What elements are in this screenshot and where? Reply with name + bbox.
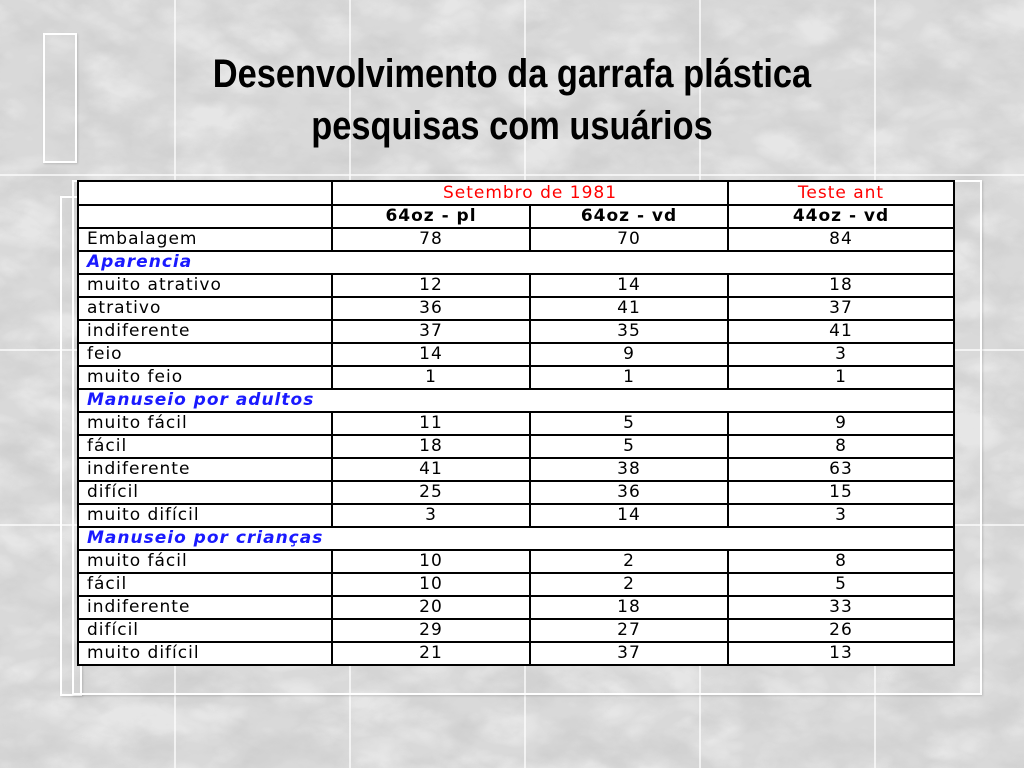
table-row — [78, 297, 954, 320]
cell-value: 37 — [728, 297, 954, 320]
cell-value: 2 — [530, 573, 728, 596]
table-row — [78, 320, 954, 343]
cell-value: 20 — [332, 596, 530, 619]
cell-value: 3 — [728, 504, 954, 527]
results-table — [77, 180, 955, 666]
cell-value: 35 — [530, 320, 728, 343]
cell-value: 1 — [728, 366, 954, 389]
cell-value: 2 — [530, 550, 728, 573]
section-title: Aparencia — [78, 251, 954, 274]
slide-title — [72, 48, 953, 152]
row-label: indiferente — [78, 320, 332, 343]
group-header-teste: Teste ant — [728, 181, 954, 205]
row-label: muito difícil — [78, 642, 332, 665]
table-row — [78, 550, 954, 573]
cell-value: 18 — [530, 596, 728, 619]
section-header-aparencia — [78, 251, 954, 274]
cell-value: 10 — [332, 573, 530, 596]
cell-value: 13 — [728, 642, 954, 665]
cell-value: 3 — [728, 343, 954, 366]
section-title: Manuseio por crianças — [78, 527, 954, 550]
column-header: 64oz - vd — [530, 205, 728, 228]
cell-value: 8 — [728, 550, 954, 573]
cell-value: 41 — [332, 458, 530, 481]
cell-value: 1 — [530, 366, 728, 389]
cell-value: 78 — [332, 228, 530, 251]
table-row — [78, 458, 954, 481]
section-title: Manuseio por adultos — [78, 389, 954, 412]
cell-value: 18 — [332, 435, 530, 458]
cell-value: 84 — [728, 228, 954, 251]
column-header-row — [78, 205, 954, 228]
cell-value: 5 — [728, 573, 954, 596]
cell-value: 10 — [332, 550, 530, 573]
table-row — [78, 274, 954, 297]
table-row — [78, 642, 954, 665]
cell-value: 5 — [530, 435, 728, 458]
table-row — [78, 619, 954, 642]
cell-value: 41 — [530, 297, 728, 320]
cell-value: 36 — [332, 297, 530, 320]
section-header-criancas — [78, 527, 954, 550]
cell-value: 15 — [728, 481, 954, 504]
cell-value: 8 — [728, 435, 954, 458]
cell-value: 36 — [530, 481, 728, 504]
cell-value: 11 — [332, 412, 530, 435]
cell-value: 12 — [332, 274, 530, 297]
cell-value: 26 — [728, 619, 954, 642]
cell-value: 25 — [332, 481, 530, 504]
cell-value: 70 — [530, 228, 728, 251]
row-label: Embalagem — [78, 228, 332, 251]
cell-value: 29 — [332, 619, 530, 642]
table-row — [78, 366, 954, 389]
cell-value: 5 — [530, 412, 728, 435]
cell-value: 41 — [728, 320, 954, 343]
cell-value: 21 — [332, 642, 530, 665]
row-label: indiferente — [78, 596, 332, 619]
table-row — [78, 573, 954, 596]
cell-value: 9 — [728, 412, 954, 435]
group-header-row — [78, 181, 954, 205]
cell-value: 38 — [530, 458, 728, 481]
table-row — [78, 596, 954, 619]
title-line-1: Desenvolvimento da garrafa plástica — [212, 52, 812, 96]
row-label: muito feio — [78, 366, 332, 389]
section-header-adultos — [78, 389, 954, 412]
cell-value: 3 — [332, 504, 530, 527]
cell-value: 14 — [530, 504, 728, 527]
group-header-setembro: Setembro de 1981 — [332, 181, 728, 205]
column-header: 44oz - vd — [728, 205, 954, 228]
cell-value: 37 — [332, 320, 530, 343]
row-label: muito fácil — [78, 412, 332, 435]
cell-value: 14 — [332, 343, 530, 366]
table-row — [78, 412, 954, 435]
row-label: atrativo — [78, 297, 332, 320]
table-row — [78, 504, 954, 527]
row-label: difícil — [78, 619, 332, 642]
cell-value: 27 — [530, 619, 728, 642]
row-label: muito atrativo — [78, 274, 332, 297]
table-row — [78, 435, 954, 458]
row-label: muito fácil — [78, 550, 332, 573]
row-label: muito difícil — [78, 504, 332, 527]
cell-value: 18 — [728, 274, 954, 297]
row-label: indiferente — [78, 458, 332, 481]
row-label: difícil — [78, 481, 332, 504]
cell-value: 37 — [530, 642, 728, 665]
cell-value: 1 — [332, 366, 530, 389]
column-header: 64oz - pl — [332, 205, 530, 228]
table-row-embalagem — [78, 228, 954, 251]
table-row — [78, 481, 954, 504]
cell-value: 63 — [728, 458, 954, 481]
title-line-2: pesquisas com usuários — [311, 104, 713, 148]
row-label: fácil — [78, 435, 332, 458]
row-label: feio — [78, 343, 332, 366]
corner-cell — [78, 181, 332, 205]
cell-value: 33 — [728, 596, 954, 619]
cell-value: 14 — [530, 274, 728, 297]
corner-cell-2 — [78, 205, 332, 228]
cell-value: 9 — [530, 343, 728, 366]
row-label: fácil — [78, 573, 332, 596]
table-row — [78, 343, 954, 366]
